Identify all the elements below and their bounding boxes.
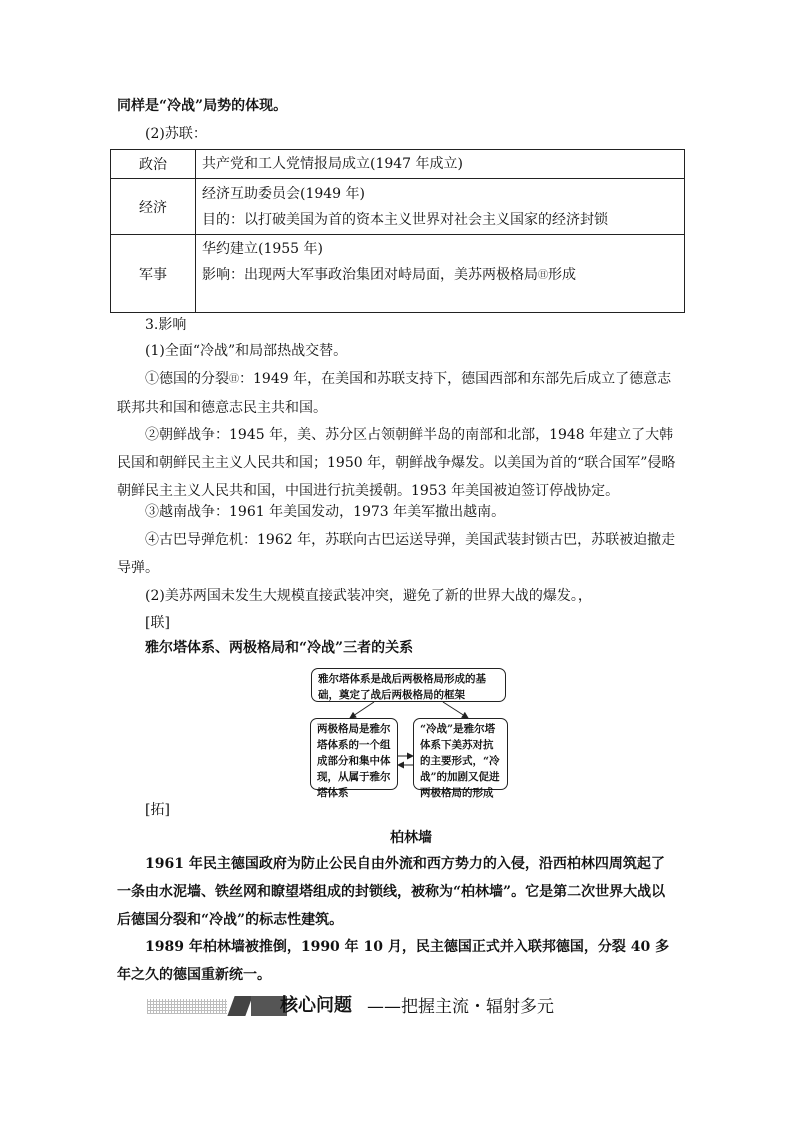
arrow-top-to-right [443,702,468,718]
impact-p1: (1)全面“冷战”和局部热战交替。 [145,343,348,359]
diagram-box-coldwar: “冷战”是雅尔塔体系下美苏对抗的主要形式，“冷战”的加剧又促进两极格局的形成 [413,718,508,790]
impact-p4: ③越南战争：1961 年美国发动，1973 年美军撤出越南。 [145,504,506,520]
row-label: 军事 [111,235,196,313]
row-text: 华约建立(1955 年) [202,241,324,257]
row-label: 经济 [111,179,196,235]
soviet-heading: (2)苏联： [145,126,207,142]
link-tag: [联] [145,615,170,631]
impact-p3: ②朝鲜战争：1945 年，美、苏分区占领朝鲜半岛的南部和北部，1948 年建立了大韩民国和朝鲜民主主义人民共和国；1950 年，朝鲜战争爆发。以美国为首的“联合国军”侵略朝鲜民主主义人民共和国，中国进行抗美援朝。1953 年美国被迫签订停战协定。 [117,427,676,499]
impact-heading: 3.影响 [145,317,187,333]
banner-title: 核心问题 [280,995,352,1016]
row-text: 经济互助委员会(1949 年) [202,185,366,202]
key-point-mark-icon: ㊐ [538,270,548,281]
arrow-top-to-left [350,702,374,718]
extend-title: 柏林墙 [390,830,432,846]
impact-p6: (2)美苏两国未发生大规模直接武装冲突，避免了新的世界大战的爆发。， [145,588,592,604]
dot-pattern-icon [147,999,227,1014]
diagram-box-yalta: 雅尔塔体系是战后两极格局形成的基础，奠定了战后两极格局的框架 [311,668,506,702]
slash-decoration-icon [227,996,252,1016]
impact-p5: ④古巴导弹危机：1962 年，苏联向古巴运送导弹，美国武装封锁古巴，苏联被迫撤走导弹。 [117,532,676,576]
diagram-box-bipolar: 两极格局是雅尔塔体系的一个组成部分和集中体现，从属于雅尔塔体系 [310,718,398,790]
row-text: 共产党和工人党情报局成立(1947 年成立) [202,156,464,172]
extend-p1: 1961 年民主德国政府为防止公民自由外流和西方势力的入侵，沿西柏林四周筑起了一条由水泥墙、铁丝网和瞭望塔组成的封锁线，被称为“柏林墙”。它是第二次世界大战以后德国分裂和“冷战”的标志性建筑。 [117,856,666,928]
link-title: 雅尔塔体系、两极格局和“冷战”三者的关系 [145,640,414,656]
section-banner [147,993,647,1023]
intro-line: 同样是“冷战”局势的体现。 [117,98,288,114]
row-text: 影响：出现两大军事政治集团对峙局面，美苏两极格局㊐形成 [202,267,576,283]
impact-p2: ①德国的分裂㊐：1949 年，在美国和苏联支持下，德国西部和东部先后成立了德意志联邦共和国和德意志民主共和国。 [117,371,672,416]
banner-subtitle: ——把握主流・辐射多元 [367,997,554,1017]
key-point-mark-icon: ㊐ [229,374,239,385]
row-text: 目的：以打破美国为首的资本主义世界对社会主义国家的经济封锁 [202,211,608,228]
row-label: 政治 [111,150,196,179]
extend-tag: [拓] [145,802,170,818]
extend-p2: 1989 年柏林墙被推倒，1990 年 10 月，民主德国正式并入联邦德国，分裂 40 多年之久的德国重新统一。 [117,939,670,983]
